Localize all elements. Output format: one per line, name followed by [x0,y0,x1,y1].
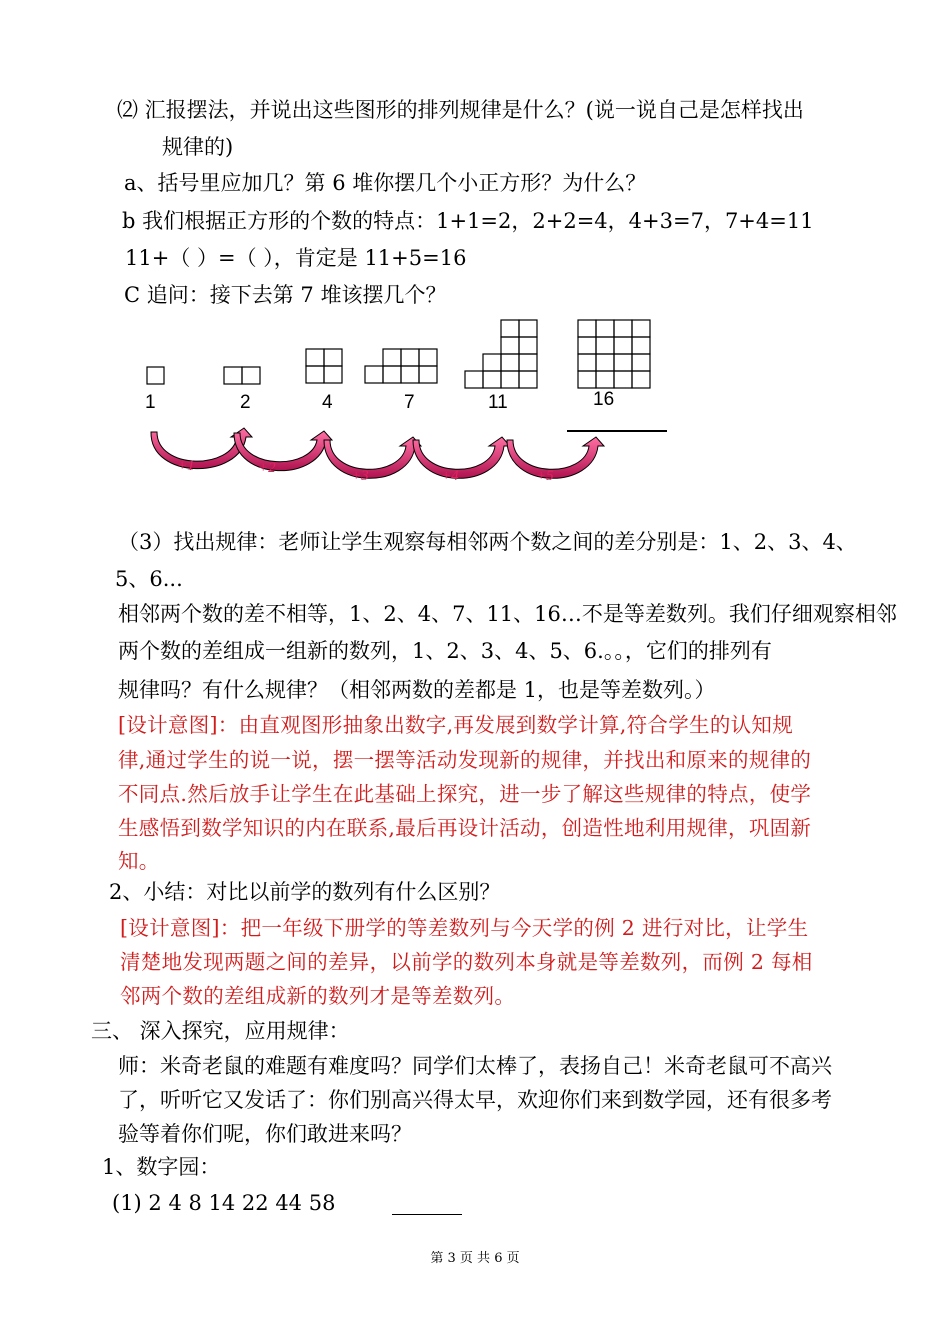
design-intent-1-line-4: 生感悟到数学知识的内在联系,最后再设计活动，创造性地利用规律，巩固新 [118,816,812,840]
pile-number-3: 4 [322,392,333,413]
design-intent-1-line-1: [设计意图]：由直观图形抽象出数字,再发展到数学计算,符合学生的认知规 [118,713,794,737]
page-footer: 第 3 页 共 6 页 [430,1251,520,1266]
pile-number-4: 7 [404,392,415,413]
design-intent-1-line-3: 不同点.然后放手让学生在此基础上探究，进一步了解这些规律的特点，使学 [118,782,812,806]
line-report: ⑵ 汇报摆法，并说出这些图形的排列规律是什么？(说一说自己是怎样找出 [117,98,804,122]
design-intent-1-line-2: 律,通过学生的说一说，摆一摆等活动发现新的规律，并找出和原来的规律的 [118,748,812,772]
line-diff-3: 规律吗？有什么规律？（相邻两数的差都是 1，也是等差数列。） [118,678,716,702]
line-c: C 追问：接下去第 7 堆该摆几个？ [124,283,447,307]
line-find-rule-cont: 5、6... [115,567,183,591]
pile-1-square [147,367,164,384]
line-summary: 2、小结：对比以前学的数列有什么区别？ [109,880,501,904]
pile-2-square [242,367,260,384]
line-b: b 我们根据正方形的个数的特点：1+1=2，2+2=4，4+3=7，7+4=11 [122,209,814,233]
line-find-rule: （3）找出规律：老师让学生观察每相邻两个数之间的差分别是：1、2、3、4、 [118,530,857,554]
square-pattern-figure [0,315,950,495]
arrow-4 [413,437,510,478]
line-report-cont: 规律的) [162,135,234,159]
pile-number-2: 2 [240,392,251,413]
design-intent-1-line-5: 知。 [118,849,160,873]
line-number-garden: 1、数字园： [102,1155,221,1179]
line-teacher-1: 师：米奇老鼠的难题有难度吗？同学们太棒了，表扬自己！米奇老鼠可不高兴 [118,1054,832,1078]
step-label-2: +2 [258,460,276,476]
step-label-4: +4 [441,468,459,484]
line-eq: 11+（ ）=（ ），肯定是 11+5=16 [125,246,467,270]
line-teacher-2: 了，听听它又发话了：你们别高兴得太早，欢迎你们来到数学园，还有很多考 [118,1088,832,1112]
step-label-3: +3 [351,468,369,484]
pile-number-6: 16 [593,389,615,410]
line-diff-1: 相邻两个数的差不相等，1、2、4、7、11、16…不是等差数列。我们仔细观察相邻 [118,602,897,626]
section-three-heading: 三、 深入探究，应用规律： [91,1019,350,1043]
pile-number-1: 1 [145,392,156,413]
line-sequence-1: (1) 2 4 8 14 22 44 58 [112,1191,336,1215]
arrow-3 [324,437,421,478]
line-teacher-3: 验等着你们呢，你们敢进来吗？ [118,1122,412,1146]
line-a: a、括号里应加几？第 6 堆你摆几个小正方形？为什么？ [124,171,647,195]
design-intent-2-line-2: 清楚地发现两题之间的差异，以前学的数列本身就是等差数列，而例 2 每相 [120,950,813,974]
pile-number-5: 11 [488,392,508,413]
step-label-1: +1 [177,458,195,474]
sequence-answer-underline [392,1214,462,1215]
design-intent-2-line-1: [设计意图]：把一年级下册学的等差数列与今天学的例 2 进行对比，让学生 [120,916,809,940]
step-label-5: +5 [536,468,554,484]
line-diff-2: 两个数的差组成一组新的数列，1、2、3、4、5、6.。。，它们的排列有 [118,639,772,663]
design-intent-2-line-3: 邻两个数的差组成新的数列才是等差数列。 [120,984,516,1008]
pile-2-square [224,367,242,384]
arrow-5 [507,437,604,478]
